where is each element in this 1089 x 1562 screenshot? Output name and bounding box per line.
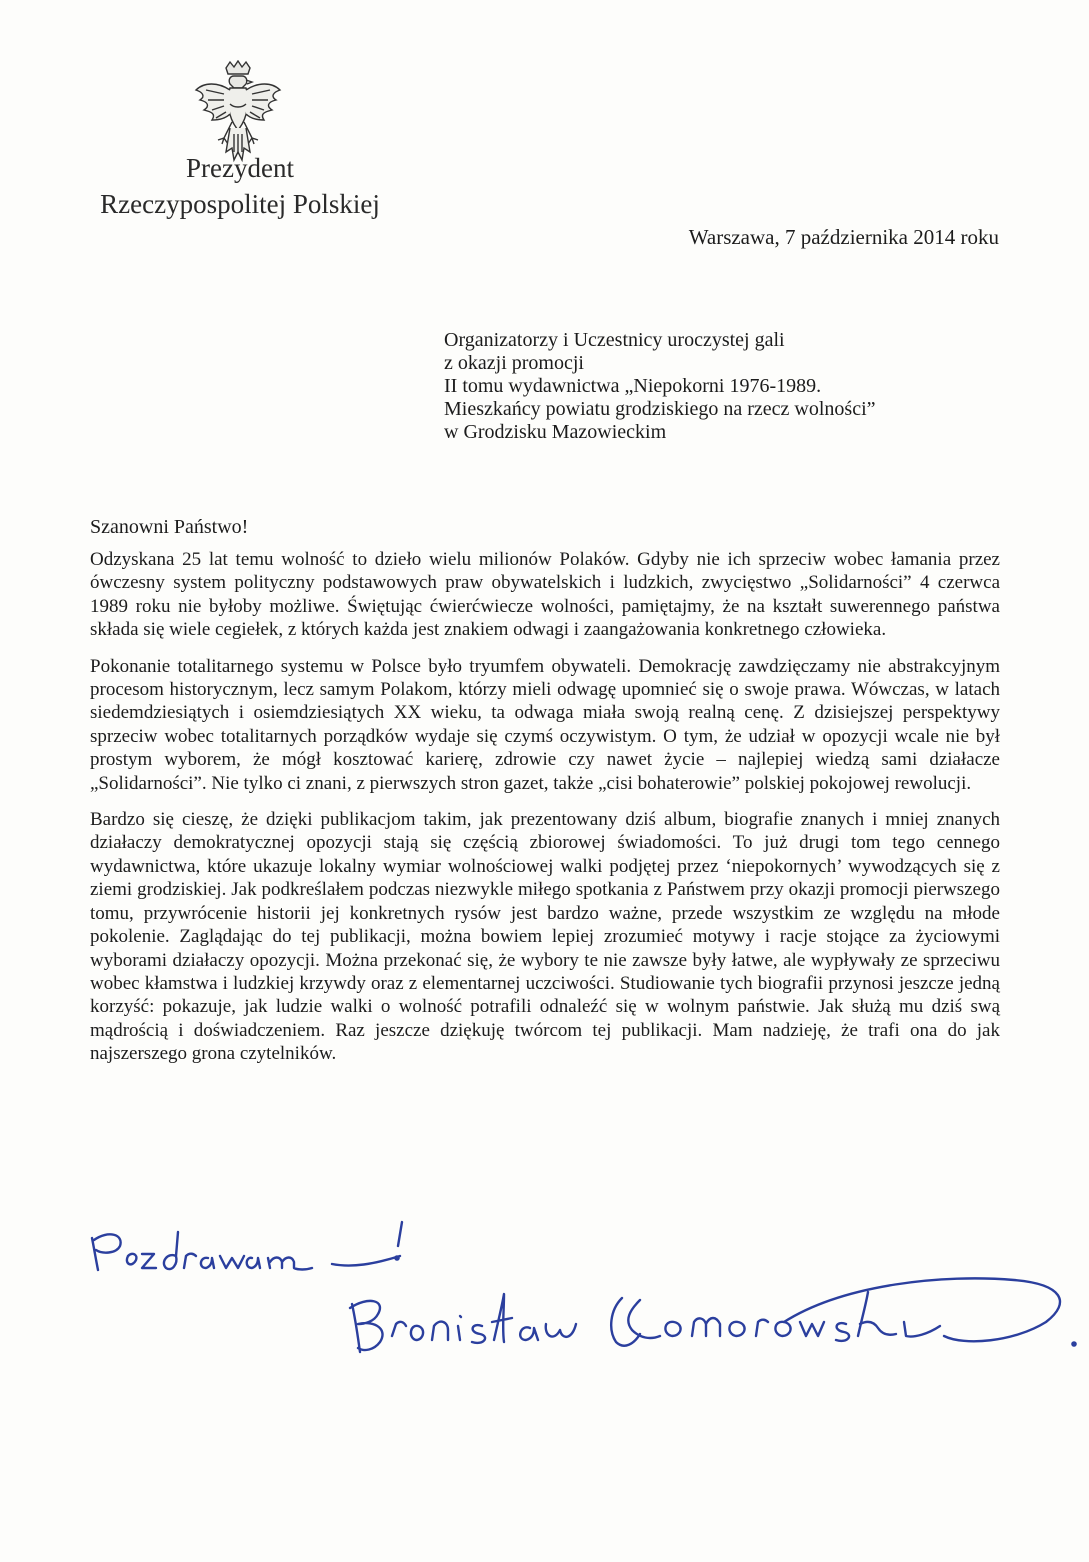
institution-country: Rzeczypospolitej Polskiej (100, 189, 380, 219)
addressee-line: Organizatorzy i Uczestnicy uroczystej gali (444, 329, 785, 351)
letter-body (90, 548, 1000, 1079)
handwritten-closing (1084, 1218, 1085, 1219)
addressee-line: z okazji promocji (444, 352, 584, 374)
addressee-block (444, 329, 876, 444)
handwritten-section (84, 1218, 1084, 1388)
date-place: Warszawa, 7 października 2014 roku (688, 225, 999, 249)
handwritten-signature-image (84, 1218, 1084, 1388)
handwritten-signature-name (1084, 1218, 1085, 1219)
institution-header (60, 150, 420, 222)
body-paragraph: Bardzo się cieszę, że dzięki publikacjom takim, jak prezentowany dziś album, biografie znanych i mniej znanych działaczy demokratycznej opozycji stają się częścią zbiorowej świadomości. To już drugi tom tego cennego wydawnictwa, które ukazuje lokalny wymiar wolnościowej walki podjętej przez ‘niepokornych’ wywodzących się z ziemi grodziskiej. Jak podkreślałem podczas niezwykle miłego spotkania z Państwem przy okazji promocji pierwszego tomu, przywrócenie historii jej konkretnych rysów jest bardzo ważne, przede wszystkim ze względu na młode pokolenie. Zaglądając do tej publikacji, można bowiem lepiej zrozumieć motywy i racje stojące za życiowymi wyborami działaczy opozycji. Można przekonać się, że wybory te nie zawsze były łatwe, ale wypływały ze sprzeciwu wobec kłamstwa i ludzkiej krzywdy oraz z elementarnej uczciwości. Studiowanie tych biografii przynosi jeszcze jedną korzyść: pokazuje, jak ludzie walki o wolność potrafili odnaleźć się w wolnym państwie. Jak służą mu dziś swą mądrością i doświadczeniem. Raz jeszcze dziękuję twórcom tej publikacji. Mam nadzieję, że trafi ona do jak najszerszego grona czytelników. (90, 809, 1000, 1065)
salutation: Szanowni Państwo! (90, 516, 249, 538)
institution-title: Prezydent (186, 153, 294, 183)
body-paragraph: Pokonanie totalitarnego systemu w Polsce było tryumfem obywateli. Demokrację zawdzięczamy nie abstrakcyjnym procesom historycznym, lecz samym Polakom, którzy mieli odwagę upomnieć się o swoje prawa. Wówczas, w latach siedemdziesiątych i osiemdziesiątych XX wieku, ta odwaga miała swoją realną cenę. Z dzisiejszej perspektywy sprzeciw wobec totalitarnych porządków wydaje się czymś oczywistym. O tym, że udział w opozycji wcale nie był prostym wyborem, że mógł kosztować karierę, zdrowie czy nawet życie – najlepiej wiedzą sami działacze „Solidarności”. Nie tylko ci znani, z pierwszych stron gazet, także „cisi bohaterowie” polskiej pokojowej rewolucji. (90, 655, 1000, 794)
addressee-line: II tomu wydawnictwa „Niepokorni 1976-1989. (444, 375, 822, 397)
body-paragraph: Odzyskana 25 lat temu wolność to dzieło wielu milionów Polaków. Gdyby nie ich sprzeciw wobec łamania przez ówczesny system polityczny podstawowych praw obywatelskich i ludzkich, zwycięstwo „Solidarności” 4 czerwca 1989 roku nie byłoby możliwe. Świętując ćwierćwiecze wolności, pamiętajmy, że na kształt suwerennego państwa składa się wiele cegiełek, z których każda jest znakiem odwagi i zaangażowania konkretnego człowieka. (90, 549, 1000, 641)
addressee-line: Mieszkańcy powiatu grodziskiego na rzecz wolności” (444, 398, 876, 420)
addressee-line: w Grodzisku Mazowieckim (444, 421, 667, 443)
